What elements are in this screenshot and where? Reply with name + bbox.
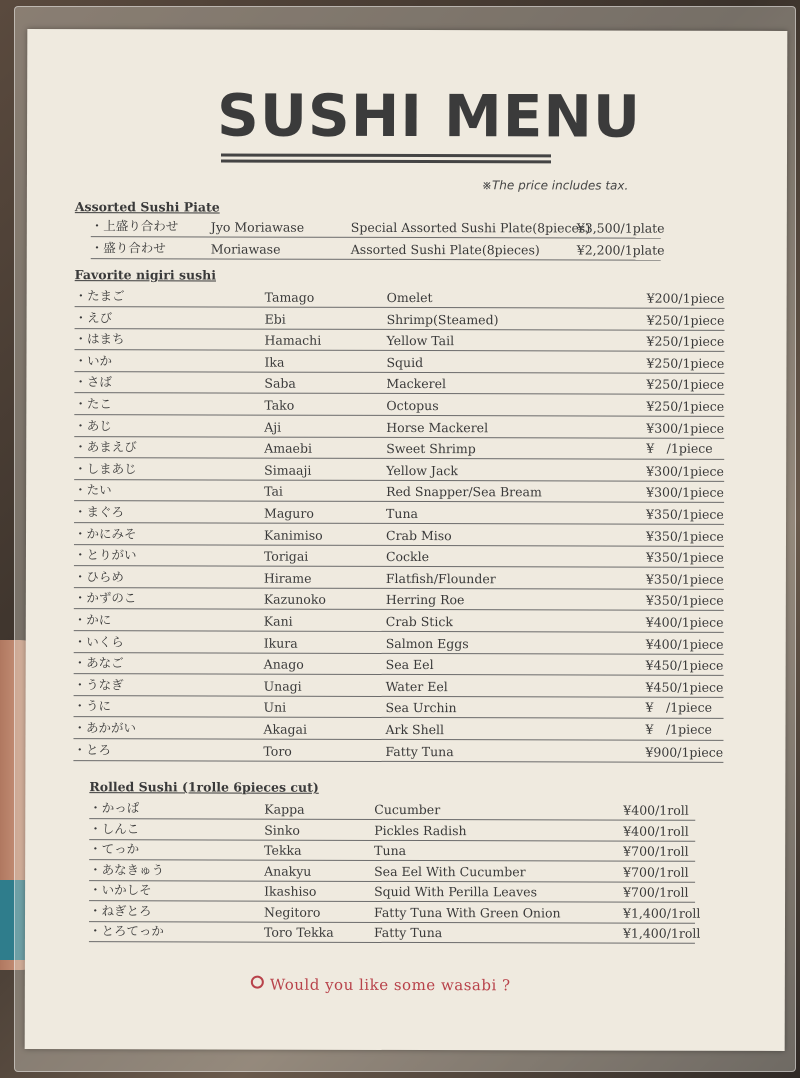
item-english: Yellow Tail <box>386 333 455 349</box>
item-jp-name: ・うなぎ <box>73 676 124 693</box>
rolled-heading: Rolled Sushi (1rolle 6pieces cut) <box>89 779 319 795</box>
nigiri-row <box>74 374 724 396</box>
item-price: ¥200/1piece <box>646 290 725 306</box>
nigiri-row <box>75 309 725 331</box>
item-jp-name: ・まぐろ <box>74 504 125 520</box>
rolled-row <box>88 922 701 944</box>
item-romaji: Kazunoko <box>263 592 326 608</box>
item-romaji: Simaaji <box>264 462 312 478</box>
item-romaji: Hamachi <box>264 332 322 348</box>
item-jp-name: ・あかがい <box>73 720 137 736</box>
row-rule <box>73 760 723 763</box>
item-romaji: Toro Tekka <box>263 924 334 940</box>
item-romaji: Uni <box>263 700 287 716</box>
row-rule <box>91 236 661 238</box>
item-jp-name: ・とろ <box>73 741 111 757</box>
item-english: Cockle <box>385 549 430 565</box>
item-romaji: Amaebi <box>264 440 312 456</box>
item-price: ¥400/1roll <box>623 823 689 839</box>
item-romaji: Ikura <box>263 635 298 651</box>
item-romaji: Moriawase <box>210 241 281 257</box>
rolled-row <box>89 902 701 924</box>
item-english: Squid With Perilla Leaves <box>374 883 538 900</box>
item-romaji: Anakyu <box>264 863 312 879</box>
nigiri-row <box>74 482 724 504</box>
item-jp-name: ・たい <box>74 482 112 498</box>
item-english: Pickles Radish <box>374 822 467 838</box>
item-jp-name: ・あなご <box>73 655 124 671</box>
item-price: ¥400/1piece <box>645 636 724 652</box>
item-jp-name: ・あなきゅう <box>89 861 165 877</box>
item-romaji: Maguro <box>264 505 314 521</box>
nigiri-row <box>74 590 724 612</box>
item-romaji: Akagai <box>263 721 308 737</box>
nigiri-row <box>74 417 724 439</box>
item-romaji: Hirame <box>263 570 312 586</box>
item-romaji: Jyo Moriawase <box>210 219 305 235</box>
item-jp-name: ・いか <box>74 352 113 369</box>
title-rule-bottom <box>221 160 551 164</box>
item-price: ¥300/1piece <box>646 463 724 479</box>
item-english: Sea Eel <box>385 657 434 673</box>
rolled-row <box>89 820 695 842</box>
item-romaji: Torigai <box>263 548 309 564</box>
nigiri-row <box>75 287 725 309</box>
rolled-row <box>89 881 695 903</box>
item-romaji: Kani <box>263 613 293 629</box>
item-price: ¥350/1piece <box>645 593 724 609</box>
nigiri-row <box>74 352 724 374</box>
item-jp-name: ・えび <box>74 309 113 325</box>
item-price: ¥ /1piece <box>645 700 713 716</box>
item-romaji: Toro <box>263 743 292 759</box>
item-english: Herring Roe <box>385 592 465 608</box>
item-english: Assorted Sushi Plate(8pieces) <box>350 241 540 258</box>
item-price: ¥350/1piece <box>646 506 724 522</box>
nigiri-row <box>73 719 723 741</box>
nigiri-row <box>74 611 724 633</box>
item-english: Water Eel <box>385 678 448 694</box>
item-price: ¥900/1piece <box>645 744 724 760</box>
assorted-heading: Assorted Sushi Piate <box>74 199 220 215</box>
nigiri-row <box>74 438 724 460</box>
circle-icon <box>251 976 264 989</box>
item-english: Sea Urchin <box>385 700 457 716</box>
item-price: ¥1,400/1roll <box>623 905 701 921</box>
item-romaji: Tekka <box>264 842 302 858</box>
nigiri-row <box>74 568 724 590</box>
item-english: Tuna <box>374 842 407 859</box>
item-romaji: Unagi <box>263 678 302 694</box>
item-jp-name: ・盛り合わせ <box>90 240 166 256</box>
item-romaji: Kanimiso <box>263 527 323 543</box>
item-price: ¥300/1piece <box>646 420 725 436</box>
nigiri-row <box>74 633 724 655</box>
nigiri-row <box>74 330 724 352</box>
nigiri-row <box>74 503 724 525</box>
assorted-row <box>90 217 665 238</box>
nigiri-heading: Favorite nigiri sushi <box>74 267 217 283</box>
rolled-row <box>89 799 695 821</box>
item-romaji: Tako <box>264 397 295 413</box>
item-jp-name: ・いかしそ <box>89 882 152 898</box>
item-romaji: Ebi <box>264 311 286 327</box>
nigiri-row <box>74 546 724 568</box>
row-rule <box>89 941 695 944</box>
item-price: ¥300/1piece <box>646 485 724 501</box>
item-english: Fatty Tuna With Green Onion <box>374 904 561 920</box>
item-price: ¥350/1piece <box>645 528 724 544</box>
item-price: ¥450/1piece <box>645 679 724 695</box>
menu-sheet <box>25 29 788 1051</box>
item-english: Fatty Tuna <box>385 743 454 759</box>
item-english: Red Snapper/Sea Bream <box>386 484 542 500</box>
item-romaji: Ikashiso <box>264 883 317 899</box>
item-english: Yellow Jack <box>386 462 458 478</box>
item-romaji: Ika <box>264 354 285 370</box>
row-rule <box>91 258 661 260</box>
item-english: Fatty Tuna <box>373 924 443 941</box>
item-price: ¥450/1piece <box>645 657 724 674</box>
item-english: Shrimp(Steamed) <box>386 311 499 327</box>
item-price: ¥250/1piece <box>646 355 725 371</box>
item-price: ¥250/1piece <box>646 377 725 393</box>
item-english: Flatfish/Flounder <box>385 570 496 587</box>
item-english: Sweet Shrimp <box>386 441 476 457</box>
item-english: Tuna <box>386 505 418 522</box>
item-jp-name: ・かずのこ <box>73 590 137 606</box>
assorted-row <box>90 239 665 260</box>
item-english: Salmon Eggs <box>385 635 469 651</box>
item-jp-name: ・上盛り合わせ <box>90 218 179 234</box>
item-english: Squid <box>386 354 424 370</box>
item-price: ¥400/1piece <box>645 614 724 630</box>
nigiri-row <box>74 525 724 547</box>
item-english: Sea Eel With Cucumber <box>374 863 526 879</box>
item-romaji: Aji <box>264 419 282 435</box>
item-jp-name: ・てっか <box>89 841 140 857</box>
item-english: Octopus <box>386 397 439 414</box>
item-english: Crab Stick <box>385 613 453 630</box>
item-price: ¥3,500/1plate <box>576 220 665 236</box>
item-romaji: Negitoro <box>264 904 321 920</box>
item-romaji: Tamago <box>264 289 315 305</box>
item-jp-name: ・かっぱ <box>89 800 140 816</box>
item-jp-name: ・とろてっか <box>88 923 164 939</box>
item-price: ¥1,400/1roll <box>622 925 701 941</box>
item-romaji: Saba <box>264 376 296 392</box>
wasabi-text: Would you like some wasabi ? <box>269 975 511 995</box>
item-english: Crab Miso <box>385 527 452 543</box>
item-romaji: Kappa <box>264 801 305 817</box>
nigiri-row <box>73 741 723 763</box>
item-english: Horse Mackerel <box>386 419 489 435</box>
item-price: ¥ /1piece <box>646 440 713 456</box>
item-jp-name: ・たこ <box>74 396 112 412</box>
item-price: ¥350/1piece <box>645 549 724 566</box>
item-price: ¥400/1roll <box>623 802 689 818</box>
item-english: Cucumber <box>374 801 441 818</box>
item-price: ¥250/1piece <box>646 333 725 350</box>
item-english: Ark Shell <box>385 721 445 738</box>
item-jp-name: ・かに <box>73 612 112 628</box>
item-price: ¥700/1roll <box>623 864 689 880</box>
tax-note: ※The price includes tax. <box>481 178 629 193</box>
item-price: ¥700/1roll <box>623 884 689 900</box>
item-jp-name: ・とりがい <box>73 547 137 563</box>
item-jp-name: ・あまえび <box>74 439 137 455</box>
item-romaji: Tai <box>264 484 283 500</box>
nigiri-row <box>74 654 724 676</box>
item-jp-name: ・ひらめ <box>73 568 124 585</box>
item-jp-name: ・あじ <box>74 417 112 433</box>
item-price: ¥ /1piece <box>645 721 712 737</box>
item-romaji: Sinko <box>264 822 300 838</box>
item-price: ¥250/1piece <box>646 312 725 328</box>
item-price: ¥700/1roll <box>623 843 689 859</box>
item-jp-name: ・ねぎとろ <box>89 902 152 918</box>
item-jp-name: ・たまご <box>74 288 125 304</box>
item-english: Special Assorted Sushi Plate(8pieces) <box>350 219 591 236</box>
item-jp-name: ・しんこ <box>89 820 140 836</box>
item-jp-name: ・いくら <box>73 633 124 649</box>
wasabi-note <box>251 976 511 995</box>
nigiri-row <box>74 676 724 698</box>
rolled-row <box>89 861 695 883</box>
rolled-row <box>89 840 695 862</box>
nigiri-row <box>74 395 724 417</box>
item-jp-name: ・かにみそ <box>73 525 137 541</box>
item-price: ¥2,200/1plate <box>576 242 665 258</box>
item-english: Omelet <box>386 289 433 306</box>
item-jp-name: ・しまあじ <box>74 460 137 477</box>
title-rule-top <box>221 154 551 158</box>
menu-title: SUSHI MENU <box>217 81 642 151</box>
item-price: ¥350/1piece <box>645 571 724 587</box>
nigiri-row <box>74 460 724 482</box>
item-jp-name: ・さば <box>74 374 112 390</box>
item-romaji: Anago <box>263 656 304 672</box>
item-jp-name: ・うに <box>73 698 112 714</box>
nigiri-row <box>74 698 724 720</box>
item-english: Mackerel <box>386 376 447 392</box>
item-jp-name: ・はまち <box>74 331 125 347</box>
item-price: ¥250/1piece <box>646 398 725 414</box>
